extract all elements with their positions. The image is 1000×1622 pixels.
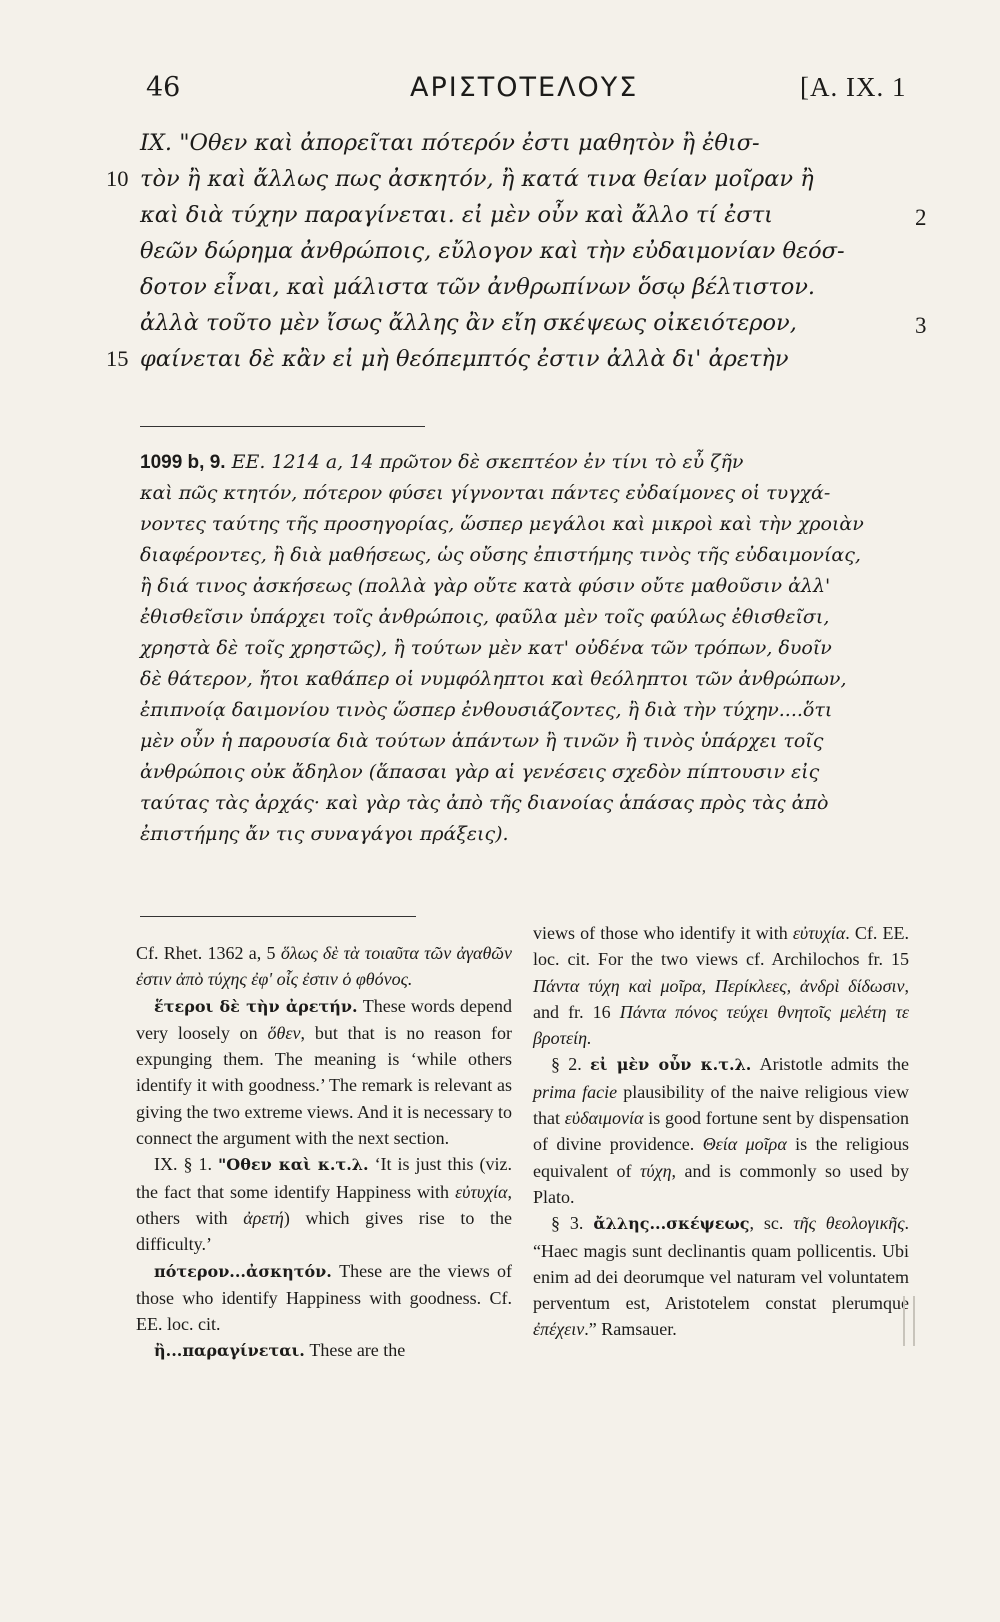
greek-word: Θεία μοῖρα xyxy=(702,1134,787,1155)
divider-rule xyxy=(140,916,416,917)
note-text: , others with xyxy=(136,1181,512,1228)
text-line: καὶ διὰ τύχην παραγίνεται. εἰ μὲν οὖν καὶ ἄλλο τί ἐστι xyxy=(140,202,773,228)
note-paragraph xyxy=(136,1337,512,1364)
note-text: is the religious equivalent of xyxy=(533,1134,909,1181)
note-text: ) which gives rise to the difficulty.’ xyxy=(136,1207,512,1255)
note-lemma: "Οθεν καὶ κ.τ.λ. xyxy=(217,1155,369,1175)
apparatus-line: ἐπιπνοίᾳ δαιμονίου τινὸς ὥσπερ ἐνθουσιάζοντες, ἢ διὰ τὴν τύχην....ὅτι xyxy=(140,699,833,721)
note-text: ‘It is just this (viz. the fact that some identify Happiness with xyxy=(136,1154,512,1202)
latin-phrase: prima facie xyxy=(533,1081,618,1102)
greek-word: εὐτυχία xyxy=(455,1181,508,1202)
running-header xyxy=(0,72,1000,112)
notes-column-left xyxy=(136,940,512,1365)
divider-rule xyxy=(140,426,425,427)
note-paragraph xyxy=(136,993,512,1152)
text-line: θεῶν δώρημα ἀνθρώποις, εὔλογον καὶ τὴν εὐδαιμονίαν θεόσ- xyxy=(140,238,845,264)
greek-quote: Πάντα τύχη καὶ μοῖρα, Περίκλεες, ἀνδρὶ δίδωσιν xyxy=(533,975,905,996)
apparatus-line: ἀνθρώποις οὐκ ἄδηλον (ἅπασαι γὰρ αἱ γενέσεις σχεδὸν πίπτουσιν εἰς xyxy=(140,761,820,783)
note-section-label: § 3. xyxy=(551,1213,594,1234)
greek-word: τύχη xyxy=(639,1160,672,1181)
greek-word: εὐτυχία xyxy=(792,923,846,943)
apparatus-line: χρηστὰ δὲ τοῖς χρηστῶς), ἢ τούτων μὲν κατ' οὐδένα τῶν τρόπων, δυοῖν xyxy=(140,637,832,659)
note-paragraph xyxy=(533,1051,909,1210)
note-text: Aristotle admits the xyxy=(751,1054,910,1075)
note-section-label: IX. § 1. xyxy=(154,1154,218,1175)
margin-scan-mark xyxy=(903,1296,915,1346)
apparatus-line: νοντες ταύτης τῆς προσηγορίας, ὥσπερ μεγάλοι καὶ μικροὶ καὶ τὴν χροιὰν xyxy=(140,513,864,535)
line-number: 15 xyxy=(106,346,129,371)
note-lemma: ἢ...παραγίνεται. xyxy=(154,1341,305,1361)
text-line: ἀλλὰ τοῦτο μὲν ἴσως ἄλλης ἂν εἴη σκέψεως οἰκειότερον, xyxy=(140,310,797,336)
note-section-label: § 2. xyxy=(551,1054,590,1075)
note-text: , sc. xyxy=(749,1213,794,1234)
note-paragraph xyxy=(533,920,909,1051)
greek-quote: ὅλως δὲ τὰ τοιαῦτα τῶν ἀγαθῶν ἐστιν ἀπὸ τύχης ἐφ' οἷς ἐστιν ὁ φθόνος. xyxy=(136,943,512,990)
note-paragraph xyxy=(136,1151,512,1257)
page-number: 46 xyxy=(146,72,181,103)
note-text: . Cf. EE. loc. cit. For the two views cf. Archilochos fr. 15 xyxy=(533,923,909,970)
note-lemma: εἰ μὲν οὖν κ.τ.λ. xyxy=(589,1055,752,1075)
note-lemma: ἕτεροι δὲ τὴν ἀρετήν. xyxy=(154,996,358,1016)
note-paragraph xyxy=(136,1258,512,1338)
greek-word: ἐπέχειν xyxy=(533,1319,585,1340)
text-line: IX. "Οθεν καὶ ἀπορεῖται πότερόν ἐστι μαθητὸν ἢ ἐθισ- xyxy=(140,130,760,156)
note-paragraph xyxy=(136,940,512,993)
running-title: ΑΡΙΣΤΟΤΕΛΟΥΣ xyxy=(410,72,639,103)
apparatus-citation: 1099 b, 9. xyxy=(140,452,226,473)
note-text: These words depend very loosely on xyxy=(136,995,512,1043)
paragraph-number: 2 xyxy=(915,205,927,230)
apparatus-line: ταύτας τὰς ἀρχάς· καὶ γὰρ τὰς ἀπὸ τῆς διανοίας ἁπάσας πρὸς τὰς ἀπὸ xyxy=(140,792,829,814)
note-paragraph xyxy=(533,1210,909,1342)
greek-quote: Πάντα πόνος τεύχει θνητοῖς μελέτη τε βροτείη. xyxy=(533,1001,909,1049)
apparatus-line: ἐπιστήμης ἄν τις συναγάγοι πράξεις). xyxy=(140,823,509,845)
line-number: 10 xyxy=(106,166,129,191)
note-text: .” Ramsauer. xyxy=(584,1319,677,1340)
note-lemma: πότερον...ἀσκητόν. xyxy=(154,1261,332,1281)
note-text: views of those who identify it with xyxy=(533,923,793,943)
apparatus-line xyxy=(140,451,743,474)
apparatus-text: EE. 1214 a, 14 πρῶτον δὲ σκεπτέον ἐν τίνι τὸ εὖ ζῆν xyxy=(231,451,744,473)
greek-word: εὐδαιμονία xyxy=(564,1108,644,1129)
greek-word: τῆς θεολογικῆς xyxy=(793,1213,905,1234)
paragraph-number: 3 xyxy=(915,313,927,338)
note-text: . “Haec magis sunt declinantis quam pollicentis. Ubi enim ad dei deorumque vel naturam vel voluntatem perventum est, Aristotelem constat plerumque xyxy=(533,1213,910,1314)
greek-word: ἀρετή xyxy=(243,1207,284,1228)
greek-word: ὅθεν xyxy=(267,1022,301,1043)
text-line: φαίνεται δὲ κἂν εἰ μὴ θεόπεμπτός ἐστιν ἀλλὰ δι' ἀρετὴν xyxy=(140,346,789,372)
note-text: , and fr. 16 xyxy=(533,975,909,1022)
apparatus-line: ἢ διά τινος ἀσκήσεως (πολλὰ γὰρ οὔτε κατὰ φύσιν οὔτε μαθοῦσιν ἀλλ' xyxy=(140,575,831,597)
apparatus-line: καὶ πῶς κτητόν, πότερον φύσει γίγνονται πάντες εὐδαίμονες οἱ τυγχά- xyxy=(140,482,831,504)
apparatus-line: ἐθισθεῖσιν ὑπάρχει τοῖς ἀνθρώποις, φαῦλα μὲν τοῖς φαύλως ἐθισθεῖσι, xyxy=(140,606,830,628)
note-text: These are the xyxy=(304,1340,406,1361)
note-text: is good fortune sent by dispensation of divine providence. xyxy=(533,1108,909,1155)
apparatus-line: διαφέροντες, ἢ διὰ μαθήσεως, ὡς οὔσης ἐπιστήμης τινὸς τῆς εὐδαιμονίας, xyxy=(140,544,861,566)
section-reference: [A. IX. 1 xyxy=(800,72,907,102)
notes-column-right xyxy=(533,920,909,1343)
note-text: Cf. Rhet. 1362 a, 5 xyxy=(136,943,281,963)
note-text: , and is commonly so used by Plato. xyxy=(533,1160,909,1207)
text-line: δοτον εἶναι, καὶ μάλιστα τῶν ἀνθρωπίνων ὅσῳ βέλτιστον. xyxy=(140,274,816,300)
note-lemma: ἄλλης...σκέψεως xyxy=(593,1214,750,1234)
note-text: plausibility of the naive religious view that xyxy=(533,1081,909,1129)
text-line: τὸν ἢ καὶ ἄλλως πως ἀσκητόν, ἢ κατά τινα θείαν μοῖραν ἢ xyxy=(140,166,814,192)
apparatus-line: μὲν οὖν ἡ παρουσία διὰ τούτων ἁπάντων ἢ τινῶν ἢ τινὸς ὑπάρχει τοῖς xyxy=(140,730,824,752)
note-text: These are the views of those who identify Happiness with goodness. Cf. EE. loc. cit. xyxy=(136,1260,512,1335)
note-text: , but that is no reason for expunging them. The meaning is ‘while others identify it with goodness.’ The remark is relevant as giving the two extreme views. And it is necessary to connect the argument with the next section. xyxy=(136,1022,513,1149)
apparatus-line: δὲ θάτερον, ἤτοι καθάπερ οἱ νυμφόληπτοι καὶ θεόληπτοι τῶν ἀνθρώπων, xyxy=(140,668,847,690)
